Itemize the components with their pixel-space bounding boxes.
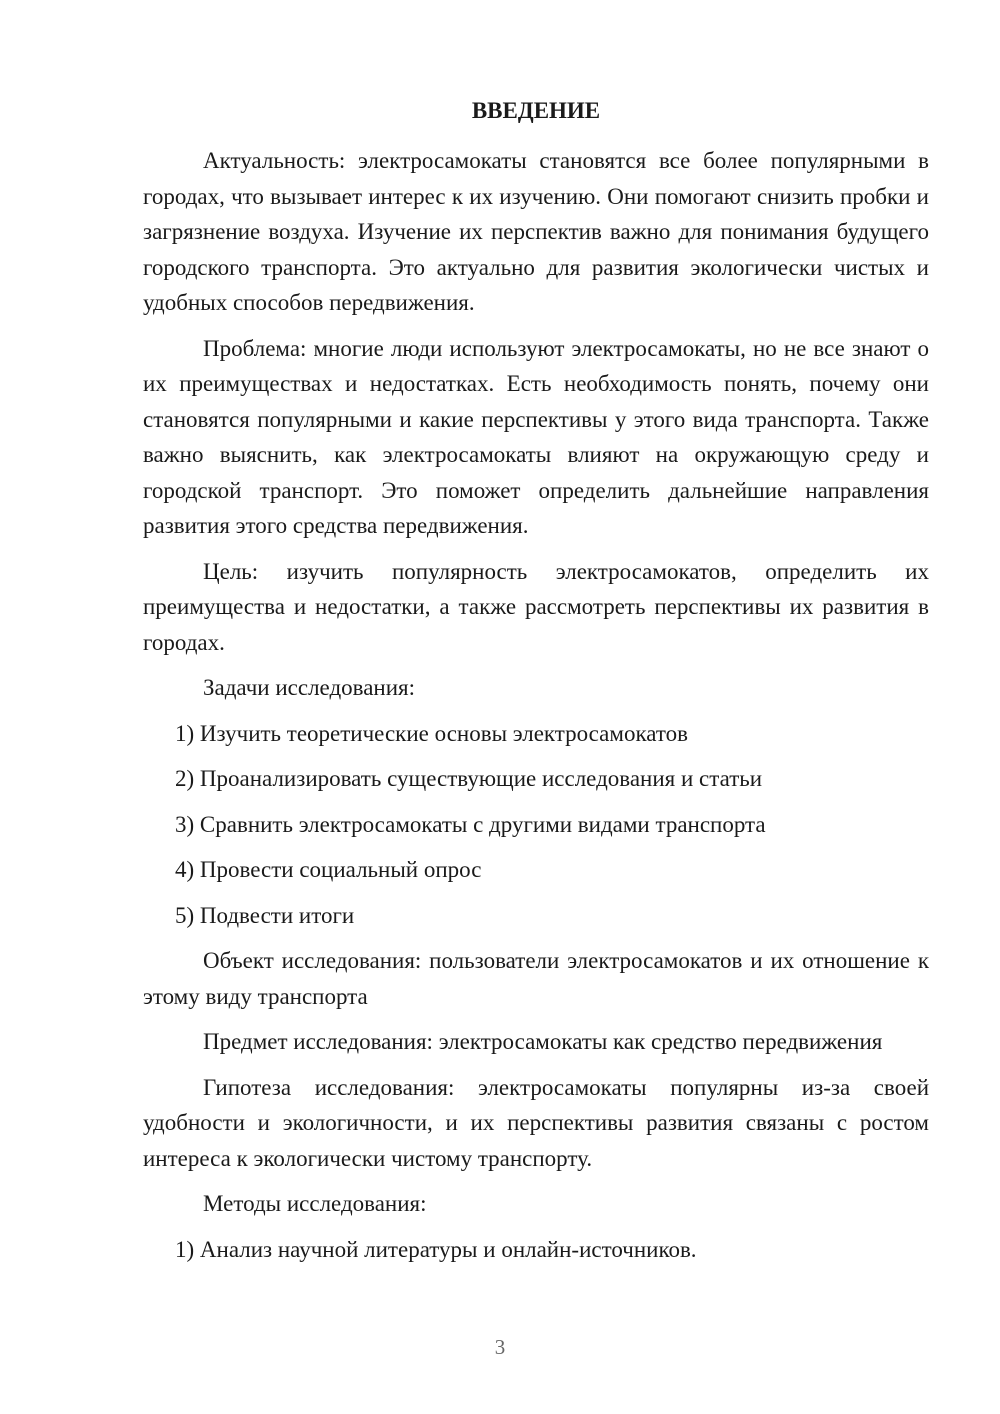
document-body xyxy=(143,143,929,1277)
tasks-list xyxy=(143,716,929,934)
methods-title: Методы исследования: xyxy=(203,1191,427,1216)
relevance-paragraph: Актуальность: электросамокаты становятся все более популярными в городах, что вызывает интерес к их изучению. Они помогают снизить пробки и загрязнение воздуха. Изучение их перспектив важно для понимания будущего городского транспорта. Это актуально для развития экологически чистых и удобных способов передвижения. xyxy=(143,148,929,315)
object-paragraph: Объект исследования: пользователи электросамокатов и их отношение к этому виду транспорта xyxy=(143,948,929,1009)
tasks-title: Задачи исследования: xyxy=(203,675,416,700)
list-item: 1) Анализ научной литературы и онлайн-источников. xyxy=(175,1236,697,1262)
methods-list xyxy=(143,1232,929,1268)
list-item: 2) Проанализировать существующие исследования и статьи xyxy=(175,766,763,791)
list-item: 3) Сравнить электросамокаты с другими видами транспорта xyxy=(175,811,766,837)
hypothesis-paragraph: Гипотеза исследования: электросамокаты популярны из-за своей удобности и экологичности, и их перспективы развития связаны с ростом интереса к экологически чистому транспорту. xyxy=(143,1074,929,1171)
list-item: 5) Подвести итоги xyxy=(175,902,355,928)
page-number: 3 xyxy=(494,1335,506,1359)
subject-paragraph: Предмет исследования: электросамокаты как средство передвижения xyxy=(203,1029,883,1054)
list-item: 4) Провести социальный опрос xyxy=(175,857,482,882)
problem-paragraph: Проблема: многие люди используют электросамокаты, но не все знают о их преимуществах и недостатках. Есть необходимость понять, почему они становятся популярными и какие перспективы у этого вида транспорта. Также важно выяснить, как электросамокаты влияют на окружающую среду и городской транспорт. Это поможет определить дальнейшие направления развития этого средства передвижения. xyxy=(143,335,929,538)
goal-paragraph: Цель: изучить популярность электросамокатов, определить их преимущества и недостатки, а также рассмотреть перспективы их развития в городах. xyxy=(143,558,929,655)
page-title: ВВЕДЕНИЕ xyxy=(471,98,601,123)
list-item: 1) Изучить теоретические основы электросамокатов xyxy=(175,720,688,746)
